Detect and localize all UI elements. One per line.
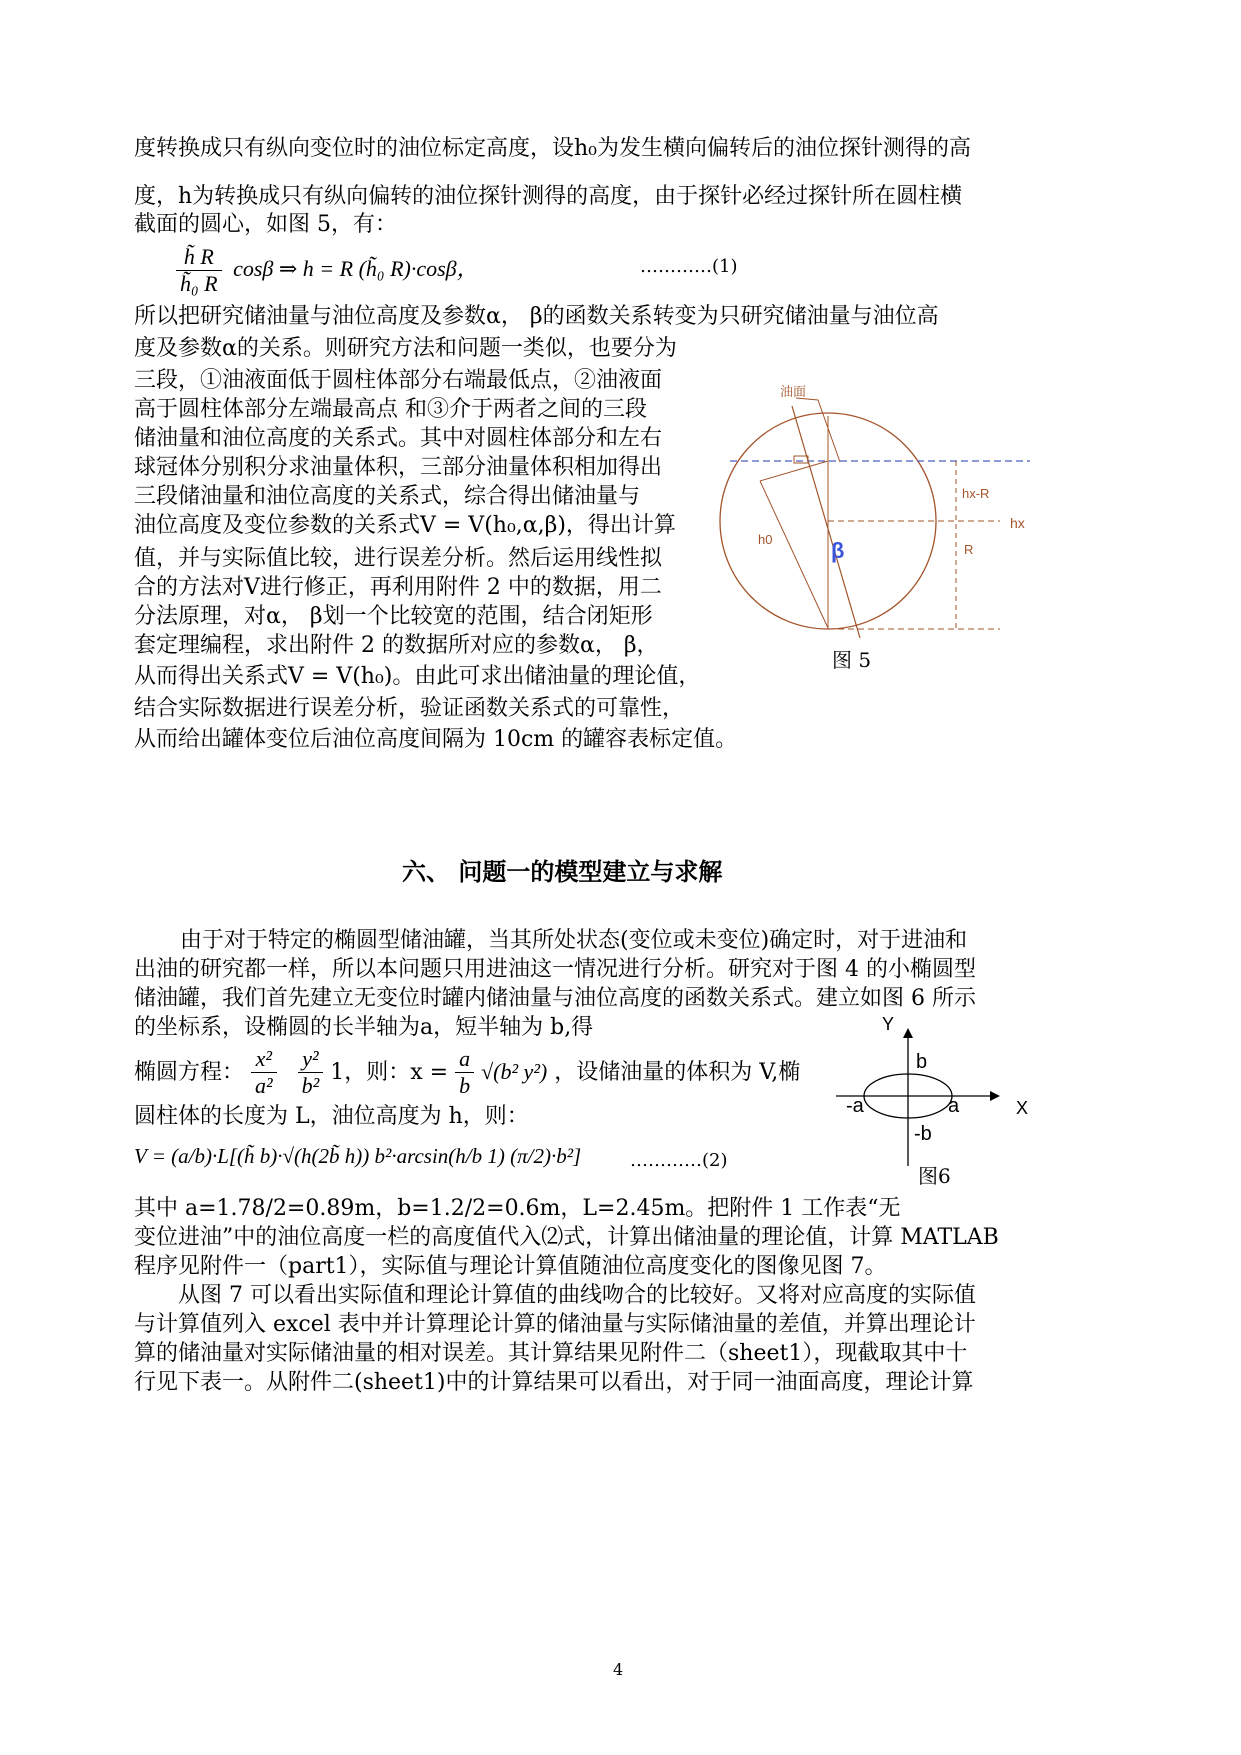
figure-5 <box>700 376 1040 676</box>
paragraph-line: 与计算值列入 excel 表中并计算理论计算的储油量与实际储油量的差值，并算出理论计 <box>134 1312 976 1337</box>
fig5-caption: 图 5 <box>832 648 872 672</box>
fig5-label-R: R <box>964 542 974 557</box>
fig5-label-h0: h0 <box>758 532 773 547</box>
eq1-denominator: h̃₀ R <box>180 271 218 297</box>
section-title: 六、 问题一的模型建立与求解 <box>402 858 723 886</box>
paragraph-line: 由于对于特定的椭圆型储油罐，当其所处状态(变位或未变位)确定时，对于进油和 <box>180 928 968 953</box>
fig6-label-X: X <box>1016 1098 1029 1118</box>
paragraph-line: 度转换成只有纵向变位时的油位标定高度，设h₀为发生横向偏转后的油位探针测得的高 <box>134 136 971 161</box>
eq2-tag: …………(2) <box>630 1150 728 1171</box>
equation-1 <box>176 244 479 298</box>
fig6-label-b: b <box>916 1051 928 1073</box>
fig6-label-Y: Y <box>882 1016 895 1034</box>
fig6-label-negb: -b <box>914 1123 932 1145</box>
eq1-rhs: cosβ ⇒ h = R (h̃₀ R)·cosβ， <box>233 255 479 281</box>
paragraph-line: 合的方法对V进行修正，再利用附件 2 中的数据，用二 <box>134 575 662 600</box>
eq1-tag: …………(1) <box>640 256 738 277</box>
paragraph-line: 储油量和油位高度的关系式。其中对圆柱体部分和左右 <box>134 426 663 451</box>
fig5-label-oil: 油面 <box>780 384 807 399</box>
paragraph-line: 其中 a=1.78/2=0.89m，b=1.2/2=0.6m，L=2.45m。把附件 1 工作表“无 <box>134 1196 901 1221</box>
paragraph-line: 从图 7 可以看出实际值和理论计算值的曲线吻合的比较好。又将对应高度的实际值 <box>178 1283 976 1308</box>
ellipse-suffix: ，设储油量的体积为 V,椭 <box>554 1059 801 1085</box>
fig6-label-a: a <box>948 1095 960 1117</box>
paragraph-line: 油位高度及变位参数的关系式V = V(h₀,α,β)，得出计算 <box>134 513 676 538</box>
paragraph-line: 值，并与实际值比较，进行误差分析。然后运用线性拟 <box>134 546 663 571</box>
paragraph-line: 从而得出关系式V = V(h₀)。由此可求出储油量的理论值， <box>134 664 701 689</box>
paragraph-line: 从而给出罐体变位后油位高度间隔为 10cm 的罐容表标定值。 <box>134 727 738 752</box>
paragraph-line: 行见下表一。从附件二(sheet1)中的计算结果可以看出，对于同一油面高度，理论计算 <box>134 1370 974 1395</box>
paragraph-line: 储油罐，我们首先建立无变位时罐内储油量与油位高度的函数关系式。建立如图 6 所示 <box>134 986 976 1011</box>
paragraph-line: 套定理编程，求出附件 2 的数据所对应的参数α， β， <box>134 633 659 658</box>
paragraph-line: 出油的研究都一样，所以本问题只用进油这一情况进行分析。研究对于图 4 的小椭圆型 <box>134 957 976 982</box>
paragraph-line: 度及参数α的关系。则研究方法和问题一类似，也要分为 <box>134 336 677 361</box>
paragraph-line: 度，h为转换成只有纵向偏转的油位探针测得的高度，由于探针必经过探针所在圆柱横 <box>134 184 963 209</box>
paragraph-line: 三段，①油液面低于圆柱体部分右端最低点，②油液面 <box>134 368 663 393</box>
page-number: 4 <box>613 1660 624 1679</box>
eq1-numerator: h̃ R <box>176 244 222 271</box>
paragraph-line: 变位进油”中的油位高度一栏的高度值代入⑵式，计算出储油量的理论值，计算 MATLAB <box>134 1225 999 1250</box>
fig6-label-nega: -a <box>846 1095 864 1117</box>
fig5-label-hxR: hx-R <box>962 486 990 501</box>
paragraph-line: 圆柱体的长度为 L，油位高度为 h，则： <box>134 1104 529 1129</box>
fig5-label-hx: hx <box>1010 515 1025 531</box>
fig6-caption: 图6 <box>918 1164 951 1188</box>
fig5-label-beta: β <box>831 538 845 563</box>
ellipse-prefix: 椭圆方程： <box>134 1059 245 1085</box>
paragraph-line: 截面的圆心，如图 5，有： <box>134 212 397 237</box>
equation-2: V = (a/b)·L[(h̃ b)·√(h(2b̃ h)) b²·arcsin(h/b 1) (π/2)·b²] <box>134 1144 582 1168</box>
ellipse-equation-line: 椭圆方程： $\frac{\text{x²}}{\text{a²}}$ $\frac{\text{y²}}{\text{b²}}$ 1，则：x = $\frac{a}{b}$ √(b² y²) ，设储油量的体积为 V,椭 <box>134 1046 801 1099</box>
ellipse-mid: 1，则：x = <box>330 1059 456 1085</box>
paragraph-line: 的坐标系，设椭圆的长半轴为a，短半轴为 b,得 <box>134 1015 594 1040</box>
paragraph-line: 所以把研究储油量与油位高度及参数α， β的函数关系转变为只研究储油量与油位高 <box>134 304 939 329</box>
paragraph-line: 结合实际数据进行误差分析，验证函数关系式的可靠性， <box>134 696 685 721</box>
paragraph-line: 算的储油量对实际储油量的相对误差。其计算结果见附件二（sheet1），现截取其中十 <box>134 1341 968 1366</box>
paragraph-line: 球冠体分别积分求油量体积，三部分油量体积相加得出 <box>134 455 663 480</box>
figure-6 <box>830 1016 1050 1176</box>
paragraph-line: 三段储油量和油位高度的关系式，综合得出储油量与 <box>134 484 641 509</box>
paragraph-line: 高于圆柱体部分左端最高点 和③介于两者之间的三段 <box>134 397 647 422</box>
paragraph-line: 程序见附件一（part1），实际值与理论计算值随油位高度变化的图像见图 7。 <box>134 1254 887 1279</box>
paragraph-line: 分法原理，对α， β划一个比较宽的范围，结合闭矩形 <box>134 604 653 629</box>
